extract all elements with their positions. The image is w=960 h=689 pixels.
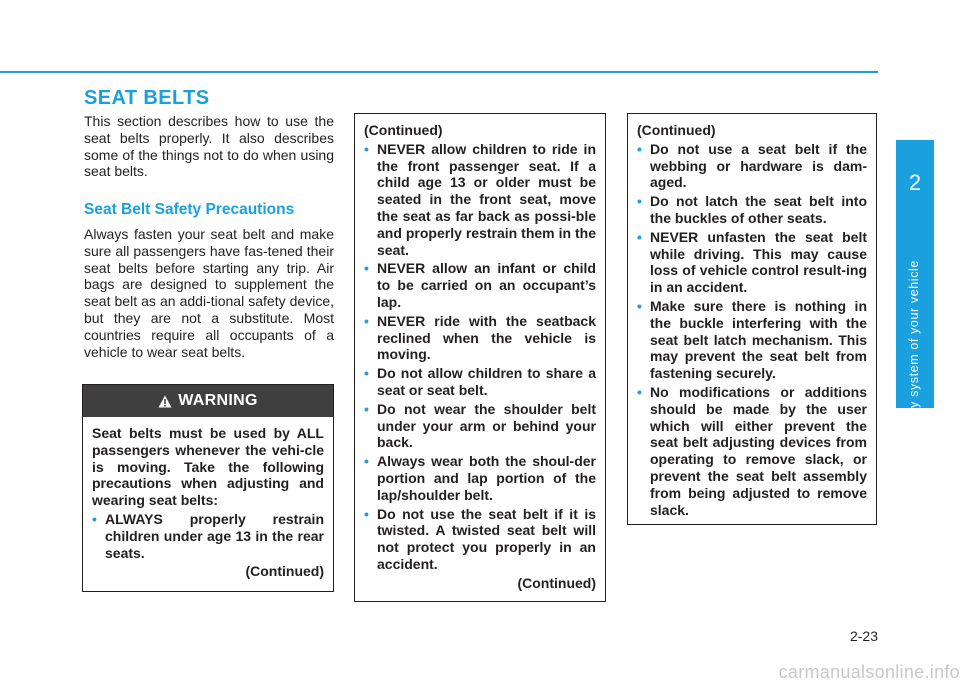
bullet-dot: •: [364, 140, 369, 157]
right-bullets: [637, 141, 867, 519]
middle-bullets: [364, 141, 596, 573]
list-item: • Do not wear the shoulder belt under your arm or behind your back.: [364, 400, 596, 451]
list-item: • Do not allow children to share a seat or seat belt.: [364, 365, 596, 398]
list-item: • NEVER ride with the seatback reclined when the vehicle is moving.: [364, 312, 596, 363]
page-number: 2-23: [849, 628, 878, 644]
list-item: • No modifications or additions should be made by the user which will either prevent the seat belt adjusting devices from operating to remove slack, or prevent the seat belt assembly from being adjusted to remove slack.: [637, 383, 867, 518]
precautions-paragraph: Always fasten your seat belt and make sure all passengers have fas-tened their seat belts before starting any trip. Air bags are designed to supplement the seat belt as an addi-tional safety device, but they are not a substitute. Most countries require all occupants of a vehicle to wear seat belts.: [84, 226, 334, 360]
warning-header: [83, 385, 333, 417]
list-item: • NEVER allow an infant or child to be carried on an occupant’s lap.: [364, 260, 596, 310]
bullet-dot: •: [637, 297, 642, 314]
bullet-dot: •: [364, 400, 369, 417]
warning-label: WARNING: [178, 391, 258, 409]
list-item: • NEVER allow children to ride in the front passenger seat. If a child age 13 or older must be seated in the front seat, move the seat as far back as possi-ble and properly restrain them in the seat.: [364, 140, 596, 258]
section-title: SEAT BELTS: [84, 87, 210, 109]
list-item: • Make sure there is nothing in the buckle interfering with the seat belt latch mechanism. This may prevent the seat belt from fastening securely.: [637, 297, 867, 382]
bullet-dot: •: [364, 260, 369, 277]
bullet-dot: •: [364, 453, 369, 470]
list-item: • NEVER unfasten the seat belt while driving. This may cause loss of vehicle control result-ing in an accident.: [637, 228, 867, 296]
continued-label: (Continued): [517, 574, 596, 591]
bullet-dot: •: [637, 193, 642, 210]
warning-triangle-icon: [158, 395, 172, 408]
intro-paragraph: This section describes how to use the seat belts properly. It also describes some of the things not to do when using seat belts.: [84, 113, 334, 180]
list-item: • Do not latch the seat belt into the buckles of other seats.: [637, 193, 867, 226]
continued-label: (Continued): [245, 563, 324, 580]
list-item: • Do not use a seat belt if the webbing or hardware is dam-aged.: [637, 140, 867, 191]
subheading: Seat Belt Safety Precautions: [84, 201, 295, 218]
list-item: • ALWAYS properly restrain children under age 13 in the rear seats.: [92, 510, 324, 561]
warning-bullets: [92, 511, 324, 561]
middle-box: [354, 113, 606, 602]
watermark: carmanualsonline.info: [778, 662, 960, 682]
warning-box: [82, 384, 334, 592]
list-item: • Do not use the seat belt if it is twisted. A twisted seat belt will not protect you properly in an accident.: [364, 505, 596, 572]
continued-head: (Continued): [637, 122, 716, 138]
chapter-side-tab: [896, 140, 934, 440]
warning-body: Seat belts must be used by ALL passengers whenever the vehi-cle is moving. Take the following precautions when adjusting and wearing seat belts:: [92, 425, 324, 509]
bullet-dot: •: [364, 505, 369, 522]
bullet-dot: •: [637, 228, 642, 245]
header-rule: [0, 71, 878, 73]
right-box: [627, 113, 877, 525]
list-item: • Always wear both the shoul-der portion and lap portion of the lap/shoulder belt.: [364, 453, 596, 503]
continued-head: (Continued): [364, 122, 443, 138]
bullet-dot: •: [92, 510, 97, 527]
chapter-title: Safety system of your vehicle: [907, 260, 921, 440]
bullet-dot: •: [364, 312, 369, 329]
bullet-dot: •: [637, 140, 642, 157]
bullet-dot: •: [637, 383, 642, 400]
chapter-number: 2: [908, 170, 922, 195]
bullet-dot: •: [364, 365, 369, 382]
